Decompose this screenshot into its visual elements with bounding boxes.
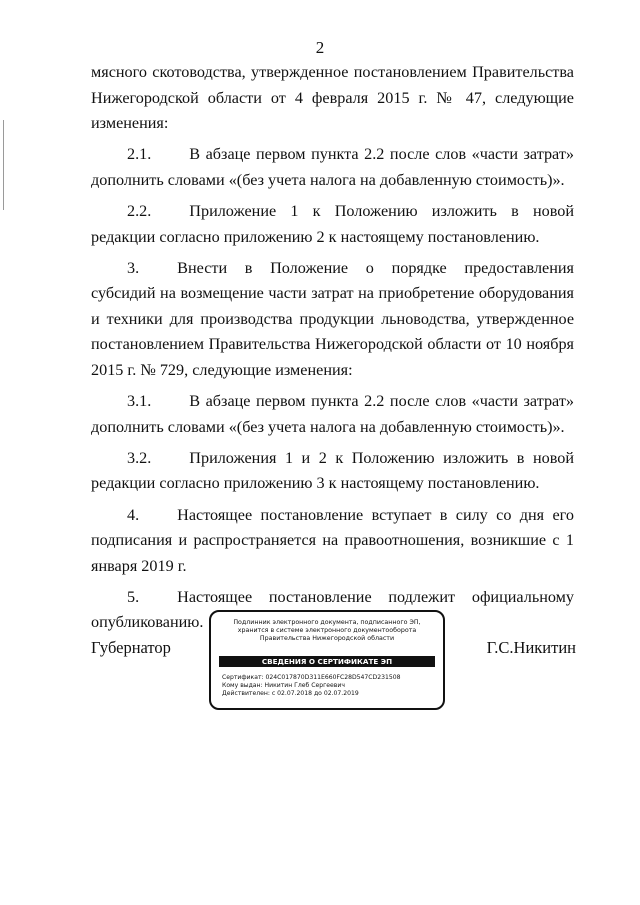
stamp-header [219, 619, 435, 643]
paragraph-text: Внести в Положение о порядке предоставления субсидий на возмещение части затрат на приобретение оборудования и техники для производства продукции льноводства, утвержденное постановлением Правительства Нижегородской области от 10 ноября 2015 г. № 729, следующие изменения: [91, 258, 574, 380]
paragraph-text: Настоящее постановление подлежит официальному опубликованию. [91, 587, 574, 632]
paragraph-number: 3. [127, 258, 140, 277]
paragraph-number: 4. [127, 505, 140, 524]
paragraph-number: 5. [127, 587, 140, 606]
paragraph-text: мясного скотоводства, утвержденное постановлением Правительства Нижегородской области от 4 февраля 2015 г. № 47, следующие изменения: [91, 63, 574, 133]
paragraph-text: В абзаце первом пункта 2.2 после слов «части затрат» дополнить словами «(без учета налога на добавленную стоимость)». [91, 145, 574, 189]
stamp-certificate-bar: СВЕДЕНИЯ О СЕРТИФИКАТЕ ЭП [219, 656, 435, 667]
paragraph-text: Настоящее постановление вступает в силу со дня его подписания и распространяется на правоотношения, возникшие с 1 января 2019 г. [91, 505, 574, 575]
stamp-header-line: хранится в системе электронного документооборота [237, 627, 417, 634]
stamp-header-line: Правительства Нижегородской области [259, 635, 395, 642]
paragraph-text: Приложения 1 и 2 к Положению изложить в новой редакции согласно приложению 3 к настоящему постановлению. [91, 448, 574, 493]
paragraph-3-1 [91, 389, 574, 440]
paragraph-number: 2.1. [127, 145, 152, 164]
stamp-issued-row [222, 682, 435, 690]
paragraph-4 [91, 503, 574, 580]
paragraph-text: Приложение 1 к Положению изложить в новой редакции согласно приложению 2 к настоящему постановлению. [91, 201, 574, 246]
stamp-header-line: Подлинник электронного документа, подписанного ЭП, [233, 619, 421, 626]
stamp-cert-row [222, 674, 435, 682]
signatory-name: Г.С.Никитин [486, 638, 576, 657]
page-number: 2 [315, 38, 325, 57]
paragraph-text: В абзаце первом пункта 2.2 после слов «части затрат» дополнить словами «(без учета налога на добавленную стоимость)». [91, 392, 574, 436]
paragraph-number: 3.1. [127, 392, 152, 411]
electronic-signature-stamp [209, 610, 445, 710]
stamp-label: Сертификат: [222, 674, 264, 681]
stamp-label: Действителен: [222, 690, 270, 697]
stamp-value: с 02.07.2018 до 02.07.2019 [271, 690, 359, 697]
paragraph-3 [91, 256, 574, 384]
stamp-certificate-details [222, 674, 435, 698]
paragraph-continuation [91, 60, 574, 137]
paragraph-2-1 [91, 142, 574, 193]
stamp-label: Кому выдан: [222, 682, 263, 689]
paragraph-2-2 [91, 199, 574, 250]
stamp-value: 024C017870D311E660FC28D547CD231508 [265, 674, 401, 681]
stamp-valid-row [222, 690, 435, 698]
paragraph-3-2 [91, 446, 574, 497]
signatory-position: Губернатор [91, 638, 171, 657]
paragraph-number: 3.2. [127, 448, 152, 467]
paragraph-number: 2.2. [127, 201, 152, 220]
document-body [91, 60, 574, 636]
stamp-value: Никитин Глеб Сергеевич [264, 682, 345, 689]
scan-artifact-line [3, 120, 4, 210]
